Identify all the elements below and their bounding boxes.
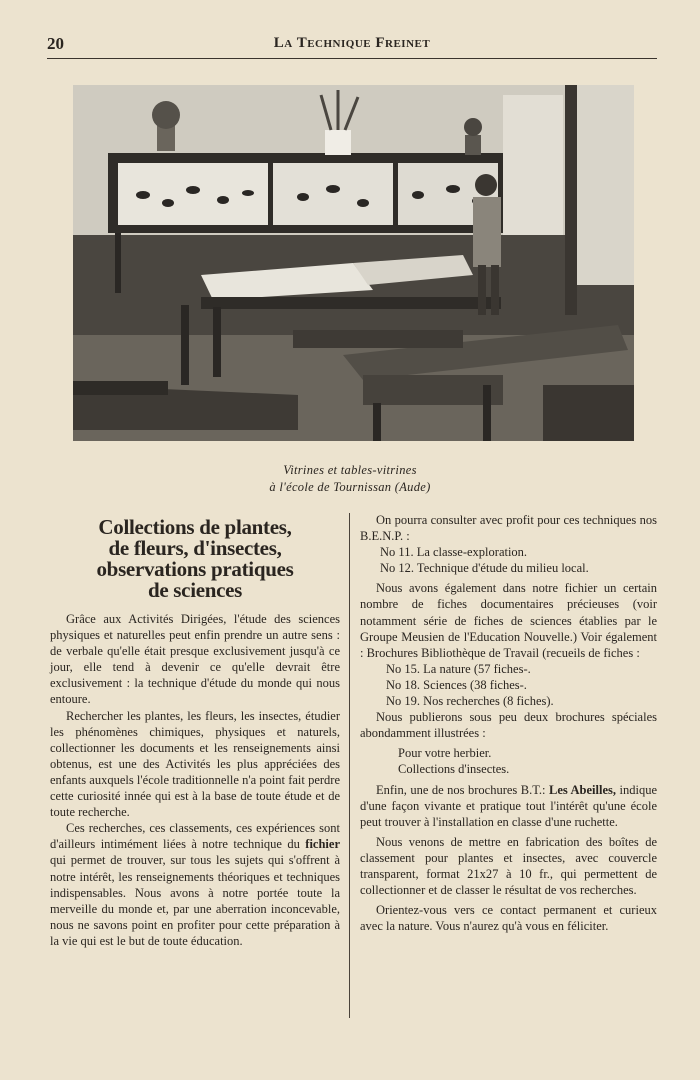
brochure-herbier: Pour votre herbier. [398,746,492,761]
title-line-1: Collections de plantes, [98,515,292,539]
right-column [360,512,657,934]
title-line-3: observations pratiques [96,557,294,581]
paragraph-1: Grâce aux Activités Dirigées, l'étude des sciences physiques et naturelles peut enfin prendre un autre sens : de verbale qu'elle était presque exclusivement jusqu'à ce jour, elle tend à devenir ce qu'elle devrait être exclusivement : la technique d'étude du monde qui nous entoure. [50,612,340,707]
running-title: La Technique Freinet [273,35,431,51]
classroom-photo [73,85,634,441]
bt-item-15: No 15. La nature (57 fiches-. [386,661,531,676]
paragraph-7-start: Enfin, une de nos brochures B.T.: [376,782,549,797]
figure-caption [150,462,550,496]
title-line-2: de fleurs, d'insectes, [108,536,282,560]
bt-item-19: No 19. Nos recherches (8 fiches). [386,694,554,709]
paragraph-3-start: Ces recherches, ces classements, ces expériences sont d'ailleurs intimément liées à notre technique du [50,821,340,852]
column-divider [349,513,350,1018]
caption-line-2: à l'école de Tournissan (Aude) [269,480,431,494]
benp-item-11: No 11. La classe-exploration. [380,545,528,560]
paragraph-2: Rechercher les plantes, les fleurs, les insectes, étudier les phénomènes chimiques, physiques et naturels, collectionner les documents et les renseignements ainsi obtenus, est une des Activités les plus appréciées des enfants auxquels l'école traditionnelle n'a point fait perdre cette curiosité innée qui est à la base de toute étude et de toute recherche. [50,708,340,820]
paragraph-9: Orientez-vous vers ce contact permanent et curieux avec la nature. Vous n'aurez qu'à vous en féliciter. [360,903,657,934]
paragraph-7-end: indique d'une façon vivante et pratique tout l'intérêt qu'une école peut trouver à l'installation en classe d'une ruchette. [360,782,657,829]
benp-item-12: No 12. Technique d'étude du milieu local. [380,561,589,576]
page-number: 20 [47,34,64,53]
paragraph-8: Nous venons de mettre en fabrication des boîtes de classement pour plantes et insectes, avec couvercle transparent, format 21x27 à 10 fr., qui permettent de collectionner et de classer le résultat de vos recherches. [360,834,657,898]
title-line-4: de sciences [147,578,243,602]
brochure-insectes: Collections d'insectes. [398,762,510,777]
paragraph-6: Nous publierons sous peu deux brochures spéciales abondamment illustrées : [360,710,657,741]
left-column [50,517,340,949]
paragraph-3 [50,820,340,949]
paragraph-3-end: qui permet de trouver, sur tous les sujets qui s'offrent à notre intérêt, les renseignements théoriques et techniques indispensables. Nous avons à notre portée toute la merveille du monde et, par une aberration inconcevable, nous ne savons point en profiter pour cette préparation à la vie qui est le but de toute éducation. [50,853,340,948]
page-header [47,30,657,59]
caption-line-1: Vitrines et tables-vitrines [283,463,417,477]
bt-item-18: No 18. Sciences (38 fiches-. [386,677,527,692]
article-title [50,517,340,601]
paragraph-4: On pourra consulter avec profit pour ces techniques nos B.E.N.P. : [360,513,657,544]
paragraph-3-bold: fichier [305,837,340,852]
paragraph-7 [360,782,657,830]
paragraph-7-bold: Les Abeilles, [549,782,617,797]
paragraph-5: Nous avons également dans notre fichier un certain nombre de fiches documentaires précieuses (voir notamment série de fiches de sciences établies par le Groupe Meusien de l'Education Nouvelle.) Voir également : Brochures Bibliothèque de Travail (recueils de fiches : [360,581,657,660]
